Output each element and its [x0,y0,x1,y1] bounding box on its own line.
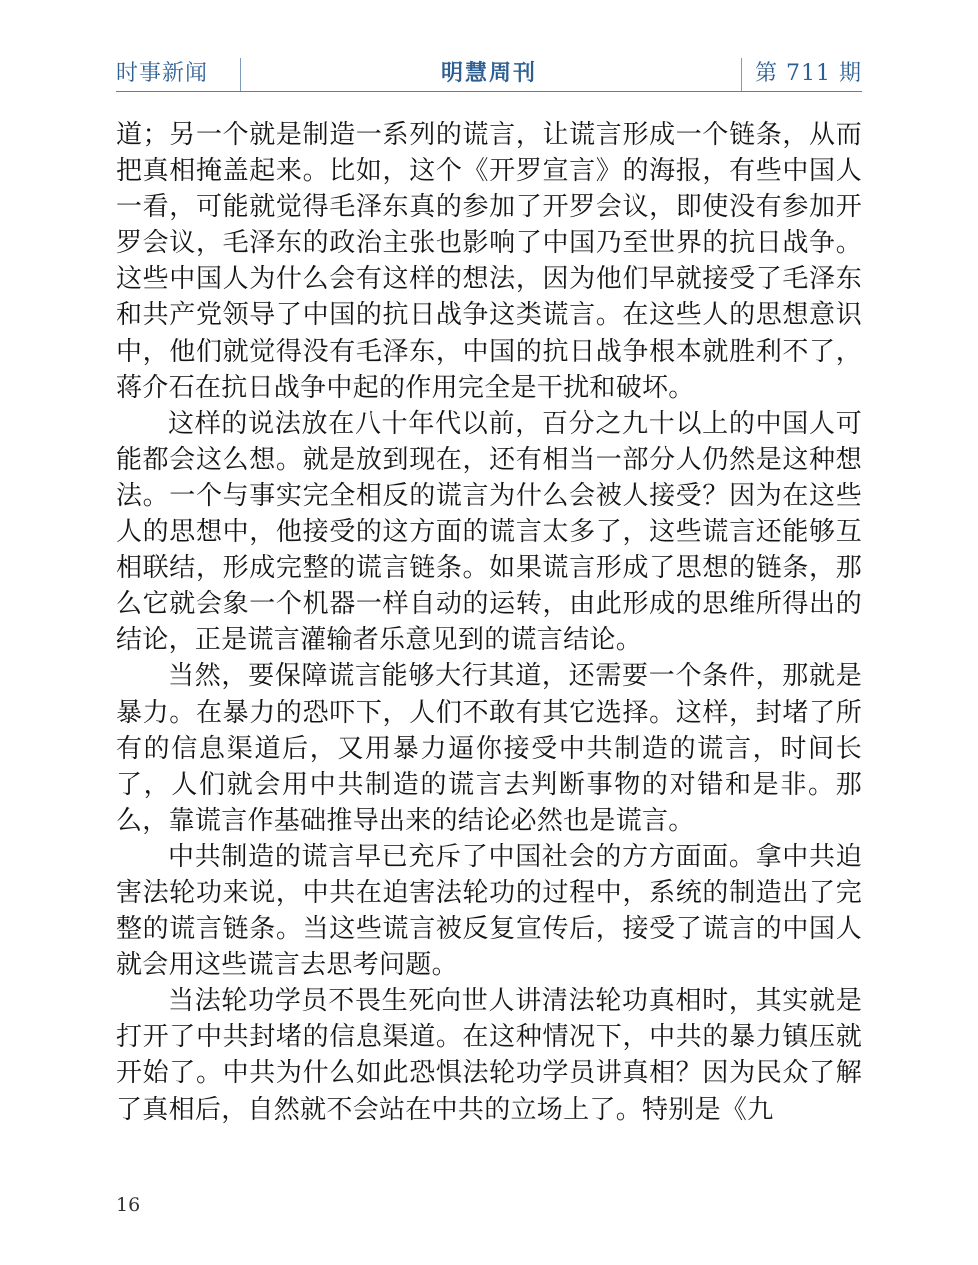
paragraph: 这样的说法放在八十年代以前，百分之九十以上的中国人可能都会这么想。就是放到现在，还有相当一部分人仍然是这种想法。一个与事实完全相反的谎言为什么会被人接受？因为在这些人的思想中，他接受的这方面的谎言太多了，这些谎言还能够互相联结，形成完整的谎言链条。如果谎言形成了思想的链条，那么它就会象一个机器一样自动的运转，由此形成的思维所得出的结论，正是谎言灌输者乐意见到的谎言结论。 [116,408,862,656]
header-rule [116,91,862,93]
paragraph-continued: 道；另一个就是制造一系列的谎言，让谎言形成一个链条，从而把真相掩盖起来。比如，这个《开罗宣言》的海报，有些中国人一看，可能就觉得毛泽东真的参加了开罗会议，即使没有参加开罗会议，毛泽东的政治主张也影响了中国乃至世界的抗日战争。这些中国人为什么会有这样的想法，因为他们早就接受了毛泽东和共产党领导了中国的抗日战争这类谎言。在这些人的思想意识中，他们就觉得没有毛泽东，中国的抗日战争根本就胜利不了，蒋介石在抗日战争中起的作用完全是干扰和破坏。 [116,120,862,403]
article-body [116,117,862,1128]
issue-number: 第 711 期 [755,61,862,86]
publication-title: 明慧周刊 [440,61,537,86]
paragraph: 当法轮功学员不畏生死向世人讲清法轮功真相时，其实就是打开了中共封堵的信息渠道。在这种情况下，中共的暴力镇压就开始了。中共为什么如此恐惧法轮功学员讲真相？因为民众了解了真相后，自然就不会站在中共的立场上了。特别是《九 [116,986,862,1125]
paragraph: 中共制造的谎言早已充斥了中国社会的方方面面。拿中共迫害法轮功来说，中共在迫害法轮功的过程中，系统的制造出了完整的谎言链条。当这些谎言被反复宣传后，接受了谎言的中国人就会用这些谎言去思考问题。 [116,841,862,981]
page-header [116,48,862,92]
paragraph: 当然，要保障谎言能够大行其道，还需要一个条件，那就是暴力。在暴力的恐吓下，人们不敢有其它选择。这样，封堵了所有的信息渠道后，又用暴力逼你接受中共制造的谎言，时间长了，人们就会用中共制造的谎言去判断事物的对错和是非。那么，靠谎言作基础推导出来的结论必然也是谎言。 [116,661,862,836]
page-number: 16 [116,1194,141,1216]
section-label: 时事新闻 [116,61,209,86]
header-divider-right [741,58,742,92]
